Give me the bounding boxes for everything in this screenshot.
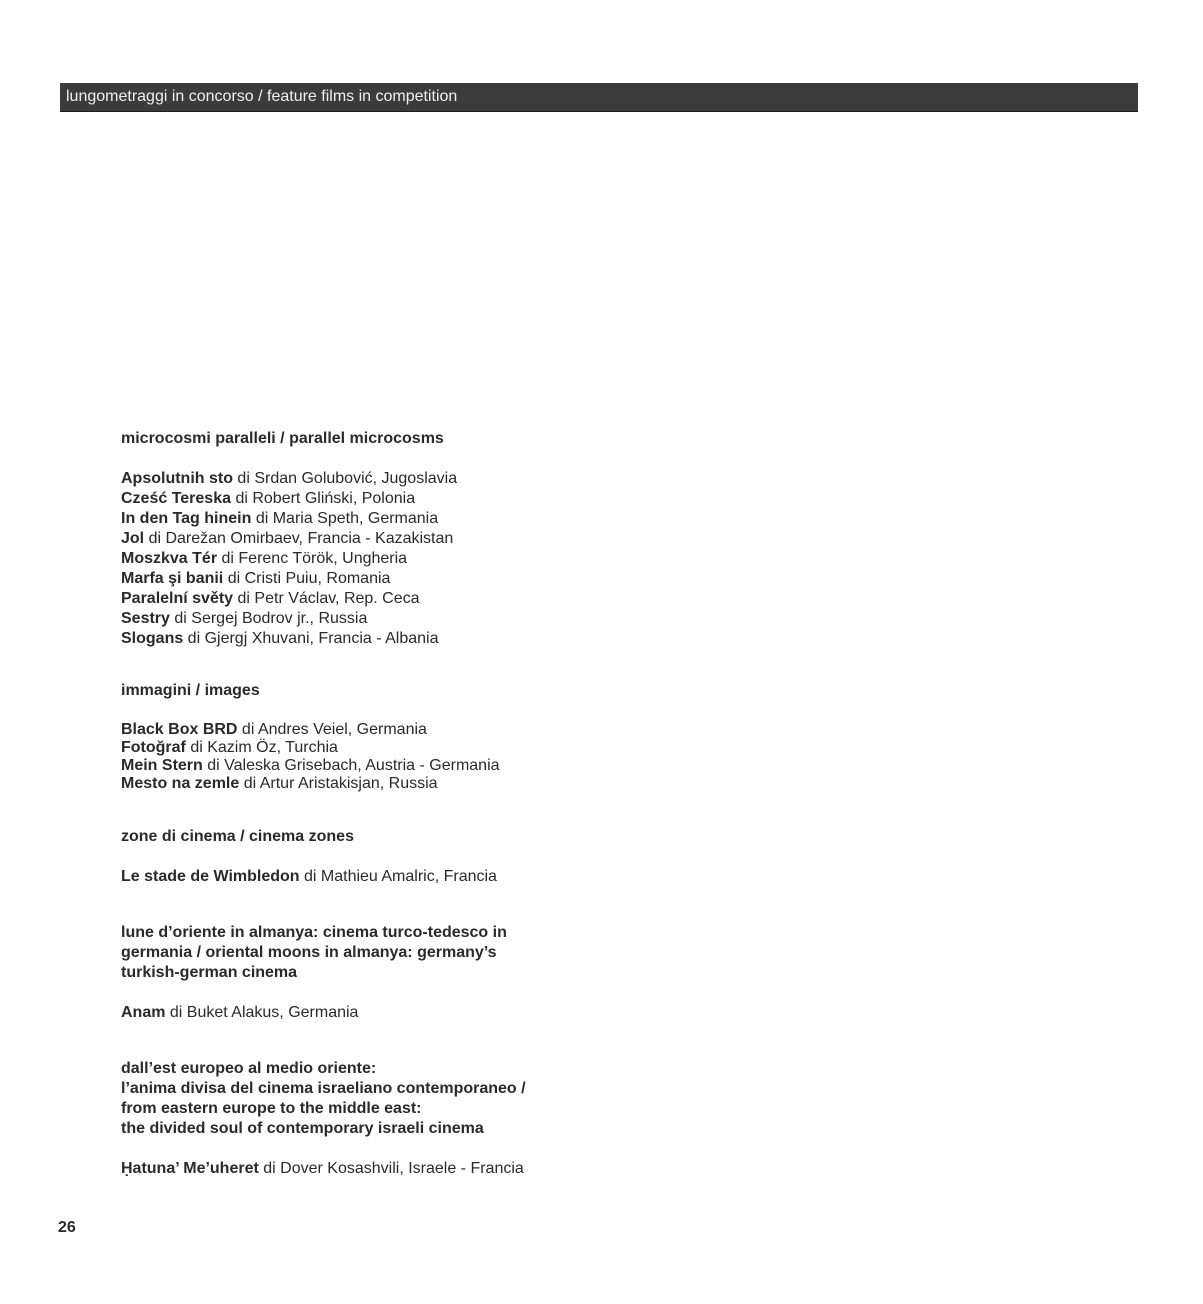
film-list	[121, 721, 581, 793]
film-item	[121, 609, 581, 629]
film-title: In den Tag hinein	[121, 510, 252, 527]
section-heading-line: germania / oriental moons in almanya: germany’s	[121, 944, 497, 961]
film-item	[121, 739, 581, 757]
film-credit: di Dover Kosashvili, Israele - Francia	[258, 1160, 524, 1177]
section-eastern-europe-middle-east	[121, 1059, 581, 1179]
section-spacer	[121, 793, 581, 827]
film-item	[121, 867, 581, 887]
section-heading: immagini / images	[121, 682, 260, 699]
film-list	[121, 1003, 581, 1023]
film-item	[121, 721, 581, 739]
section-heading-line: from eastern europe to the middle east:	[121, 1100, 422, 1117]
film-title: Apsolutnih sto	[121, 470, 233, 487]
film-title: Sestry	[121, 610, 170, 627]
film-credit: di Srdan Golubović, Jugoslavia	[232, 470, 458, 487]
film-item	[121, 529, 581, 549]
film-credit: di Kazim Öz, Turchia	[185, 739, 338, 756]
film-item	[121, 757, 581, 775]
film-credit: di Petr Václav, Rep. Ceca	[233, 590, 420, 607]
film-list	[121, 469, 581, 649]
film-list	[121, 1159, 581, 1179]
film-item	[121, 549, 581, 569]
film-item	[121, 569, 581, 589]
film-title: Cześć Tereska	[121, 490, 231, 507]
film-credit: di Andres Veiel, Germania	[237, 721, 427, 738]
film-credit: di Valeska Grisebach, Austria - Germania	[202, 757, 500, 774]
film-title: Ḥatuna’ Me’uheret	[121, 1160, 259, 1177]
film-item	[121, 509, 581, 529]
film-credit: di Buket Alakus, Germania	[165, 1004, 359, 1021]
section-heading-line: turkish-german cinema	[121, 964, 298, 981]
film-item	[121, 775, 581, 793]
film-item	[121, 1003, 581, 1023]
film-credit: di Ferenc Török, Ungheria	[217, 550, 408, 567]
film-credit: di Maria Speth, Germania	[251, 510, 439, 527]
section-heading-line: l’anima divisa del cinema israeliano contemporaneo /	[121, 1080, 526, 1097]
film-credit: di Sergej Bodrov jr., Russia	[169, 610, 368, 627]
section-header-bar	[60, 83, 1138, 112]
section-spacer	[121, 1023, 581, 1059]
film-credit: di Mathieu Amalric, Francia	[299, 868, 497, 885]
film-title: Fotoğraf	[121, 739, 186, 756]
film-title: Slogans	[121, 630, 184, 647]
section-spacer	[121, 649, 581, 681]
film-title: Marfa şi banii	[121, 570, 224, 587]
section-heading-line: the divided soul of contemporary israeli cinema	[121, 1120, 484, 1137]
film-programme	[121, 429, 581, 1179]
film-credit: di Gjergj Xhuvani, Francia - Albania	[183, 630, 439, 647]
film-item	[121, 1159, 581, 1179]
section-parallel-microcosms	[121, 429, 581, 649]
section-heading: zone di cinema / cinema zones	[121, 828, 354, 845]
film-list	[121, 867, 581, 887]
page-number: 26	[58, 1219, 76, 1236]
film-title: Le stade de Wimbledon	[121, 868, 300, 885]
section-oriental-moons	[121, 923, 581, 1023]
section-images	[121, 681, 581, 793]
film-title: Moszkva Tér	[121, 550, 218, 567]
film-title: Anam	[121, 1004, 166, 1021]
section-header-label: lungometraggi in concorso / feature films in competition	[66, 88, 458, 105]
film-credit: di Cristi Puiu, Romania	[223, 570, 391, 587]
section-cinema-zones	[121, 827, 581, 887]
film-title: Black Box BRD	[121, 721, 238, 738]
film-credit: di Darežan Omirbaev, Francia - Kazakistan	[144, 530, 454, 547]
film-item	[121, 469, 581, 489]
film-title: Paralelní světy	[121, 590, 234, 607]
section-spacer	[121, 887, 581, 923]
film-title: Mein Stern	[121, 757, 203, 774]
film-item	[121, 489, 581, 509]
film-credit: di Artur Aristakisjan, Russia	[239, 775, 438, 792]
film-item	[121, 589, 581, 609]
film-title: Mesto na zemle	[121, 775, 240, 792]
film-title: Jol	[121, 530, 145, 547]
section-heading-line: dall’est europeo al medio oriente:	[121, 1060, 377, 1077]
section-heading: microcosmi paralleli / parallel microcosms	[121, 430, 444, 447]
film-credit: di Robert Gliński, Polonia	[231, 490, 416, 507]
section-heading-line: lune d’oriente in almanya: cinema turco-tedesco in	[121, 924, 507, 941]
film-item	[121, 629, 581, 649]
